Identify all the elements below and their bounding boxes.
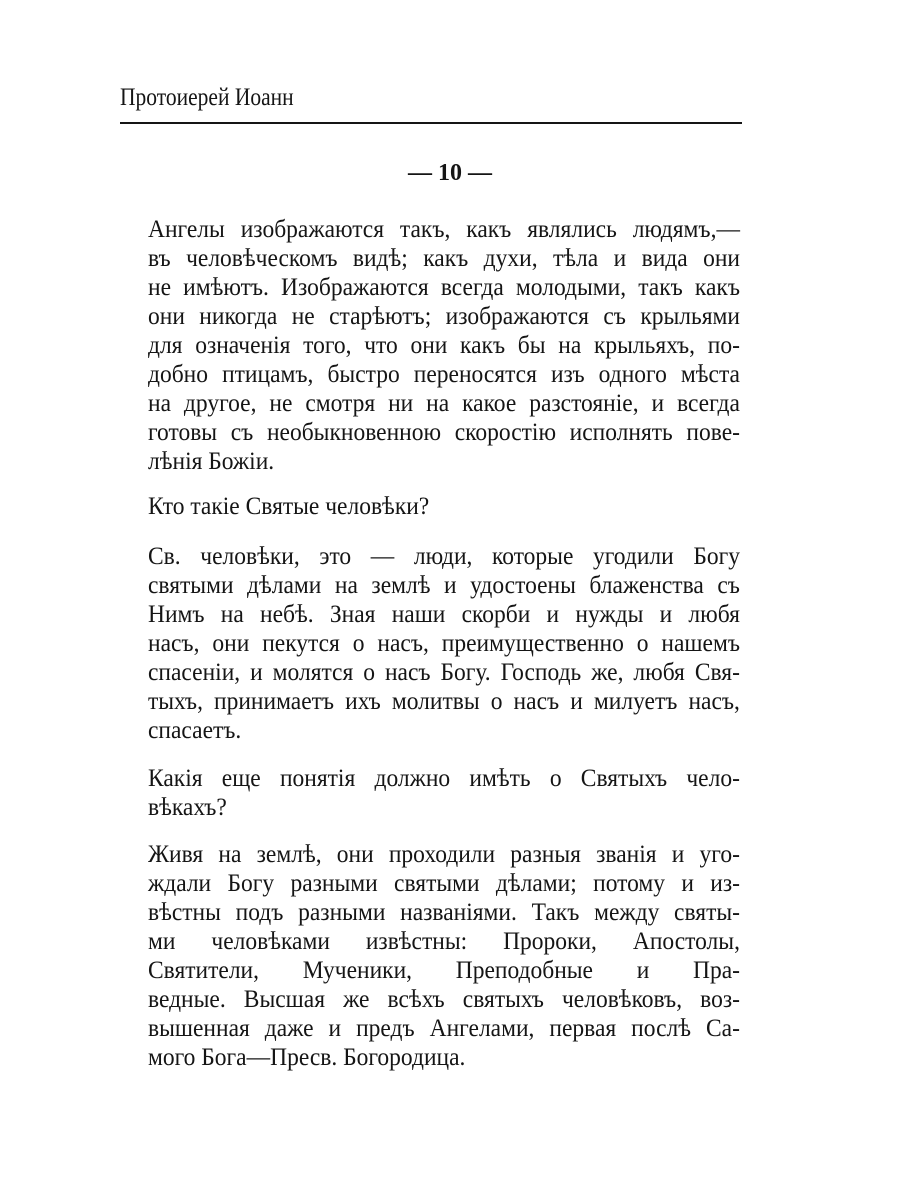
text-line: ждали Богу разными святыми дѣлами; потому и из- <box>148 870 740 897</box>
text-line: добно птицамъ, быстро переносятся изъ одного мѣста <box>148 361 740 388</box>
text-line: вышенная даже и предъ Ангелами, первая послѣ Са- <box>148 1015 740 1042</box>
header-rule <box>120 122 742 124</box>
text-line: для означенія того, что они какъ бы на крыльяхъ, по- <box>148 332 740 359</box>
text-line: спасеніи, и молятся о насъ Богу. Господь же, любя Свя- <box>148 659 740 686</box>
text-line: на другое, не смотря ни на какое разстояніе, и всегда <box>148 390 740 417</box>
text-line: Св. человѣки, это — люди, которые угодили Богу <box>148 543 740 570</box>
text-line: спасаетъ. <box>148 717 242 744</box>
text-line: ведные. Высшая же всѣхъ святыхъ человѣковъ, воз- <box>148 986 740 1013</box>
text-line: святыми дѣлами на землѣ и удостоены блаженства съ <box>148 572 740 599</box>
question-heading: вѣкахъ? <box>148 794 227 821</box>
text-line: ми человѣками извѣстны: Пророки, Апостолы, <box>148 928 740 955</box>
text-line: въ человѣческомъ видѣ; какъ духи, тѣла и вида они <box>148 245 740 272</box>
text-line: готовы съ необыкновенною скоростію исполнять пове- <box>148 419 740 446</box>
text-line: не имѣютъ. Изображаются всегда молодыми, такъ какъ <box>148 274 740 301</box>
text-line: мого Бога—Пресв. Богородица. <box>148 1044 466 1071</box>
text-line: Ангелы изображаются такъ, какъ являлись людямъ,— <box>148 216 740 243</box>
page-number: — 10 — <box>408 160 492 186</box>
text-line: лѣнія Божіи. <box>148 448 275 475</box>
question-heading: Какія еще понятія должно имѣть о Святыхъ чело- <box>148 765 740 792</box>
text-line: Нимъ на небѣ. Зная наши скорби и нужды и любя <box>148 601 740 628</box>
question-heading: Кто такіе Святые человѣки? <box>148 493 430 520</box>
text-line: Живя на землѣ, они проходили разныя званія и уго- <box>148 841 740 868</box>
text-line: они никогда не старѣютъ; изображаются съ крыльями <box>148 303 740 330</box>
text-line: Святители, Мученики, Преподобные и Пра- <box>148 957 740 984</box>
text-line: тыхъ, принимаетъ ихъ молитвы о насъ и милуетъ насъ, <box>148 688 740 715</box>
running-head: Протоиерей Иоанн <box>120 84 294 111</box>
text-line: вѣстны подъ разными названіями. Такъ между святы- <box>148 899 740 926</box>
text-line: насъ, они пекутся о насъ, преимущественно о нашемъ <box>148 630 740 657</box>
